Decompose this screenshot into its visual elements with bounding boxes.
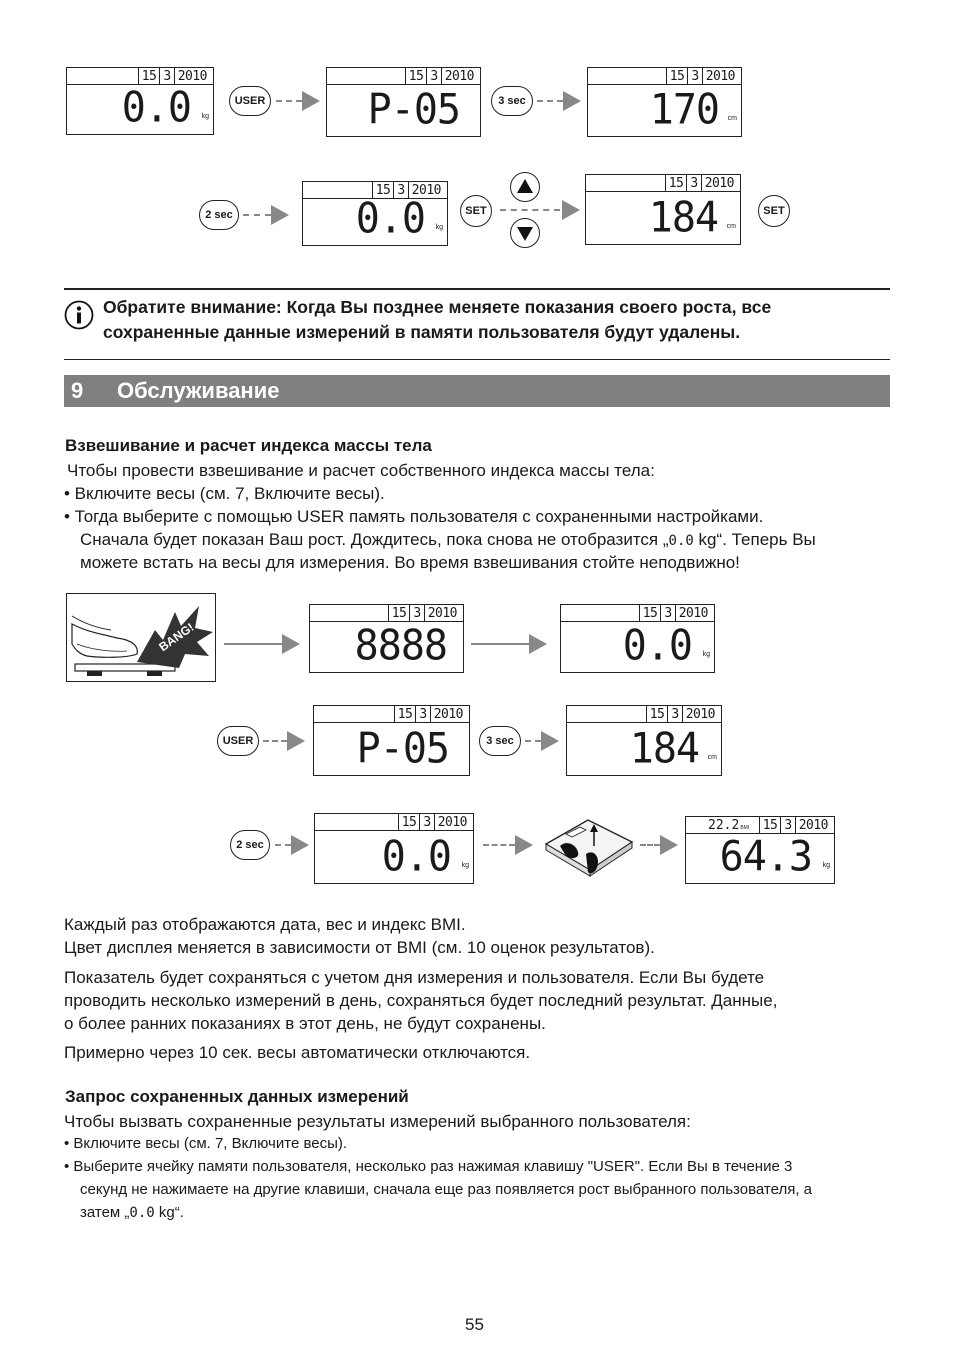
lcd-unit: kg [201,113,209,120]
lcd-display [313,705,470,776]
lcd-display [326,67,481,137]
lcd-value: 8888 [354,621,447,671]
lcd-display [66,67,214,135]
note-divider [64,288,890,290]
three-sec-button[interactable]: 3 sec [491,86,533,116]
arrow [224,634,300,654]
section-title: Обслуживание [117,378,280,403]
scale-step-on-icon [542,814,636,880]
lcd-unit: kg [435,224,443,231]
page-number: 55 [465,1315,484,1334]
weighing-bullet-cont: Сначала будет показан Ваш рост. Дождитесь, пока снова не отобразится „0.0 kg“. Теперь Вы [80,530,816,549]
arrow [471,634,547,654]
query-bullet: • Выберите ячейку памяти пользователя, несколько раз нажимая клавишу "USER". Если Вы в течение 3 [64,1158,793,1175]
lcd-value: 170 [649,85,719,135]
dashed-arrow [537,91,581,111]
lcd-date: 15 3 2010 [646,706,718,723]
down-arrow-button[interactable] [510,218,540,248]
info-icon [64,300,94,330]
note-divider [64,359,890,360]
lcd-display [585,174,741,245]
dashed-arrow [500,200,580,220]
note-text: Обратите внимание: Когда Вы позднее меняете показания своего роста, все сохраненные данные измерений в памяти пользователя будут удалены. [103,297,772,342]
lcd-inline: 0.0 [129,1205,155,1221]
lcd-date: 15 3 2010 [138,68,210,85]
two-sec-button[interactable]: 2 sec [199,200,239,230]
lcd-date: 15 3 2010 [639,605,711,622]
set-button[interactable]: SET [460,195,492,227]
lcd-value: P-05 [356,724,449,774]
lcd-value: 0.0 [622,621,692,671]
lcd-date: 15 3 2010 [398,814,470,831]
dashed-arrow [640,835,678,855]
paragraph: Примерно через 10 сек. весы автоматически отключаются. [64,1043,531,1062]
set-button[interactable]: SET [758,195,790,227]
user-button[interactable]: USER [217,726,259,756]
lcd-unit: cm [707,754,717,761]
lcd-value: 64.3 [719,832,812,882]
lcd-display [314,813,474,884]
bang-text: BANG! [156,620,197,655]
lcd-value: P-05 [367,85,460,135]
lcd-unit: cm [726,223,736,230]
lcd-bmi: 22.2BMI [708,818,750,833]
lcd-unit: kg [822,862,830,869]
dashed-arrow [483,835,533,855]
query-bullet: • Включите весы (см. 7, Включите весы). [64,1135,348,1152]
lcd-date: 15 3 2010 [665,175,737,192]
lcd-value: 184 [629,724,699,774]
foot-bang-illustration [66,593,216,682]
query-heading: Запрос сохраненных данных измерений [65,1087,409,1106]
query-bullet-cont: секунд не нажимаете на другие клавиши, сначала еще раз появляется рост выбранного пользователя, а [80,1181,813,1198]
lcd-display [566,705,722,776]
lcd-date: 15 3 2010 [666,68,738,85]
two-sec-button[interactable]: 2 sec [230,830,270,860]
paragraph: Показатель будет сохраняться с учетом дня измерения и пользователя. Если Вы будете [64,968,765,987]
lcd-value: 0.0 [355,194,425,244]
paragraph: Каждый раз отображаются дата, вес и индекс BMI. [64,915,466,934]
section-header [64,375,890,407]
dashed-arrow [275,835,309,855]
weighing-bullet: • Включите весы (см. 7, Включите весы). [64,484,385,503]
three-sec-button[interactable]: 3 sec [479,726,521,756]
weighing-bullet: • Тогда выберите с помощью USER память пользователя с сохраненными настройками. [64,507,764,526]
section-number: 9 [71,378,84,403]
up-arrow-button[interactable] [510,172,540,202]
lcd-display [560,604,715,673]
lcd-date: 15 3 2010 [759,817,831,834]
dashed-arrow [243,205,289,225]
lcd-display [309,604,464,673]
dashed-arrow [276,91,320,111]
lcd-display [302,181,448,246]
dashed-arrow [263,731,305,751]
weighing-heading: Взвешивание и расчет индекса массы тела [65,436,432,455]
lcd-date: 15 3 2010 [372,182,444,199]
paragraph: о более ранних показаниях в этот день, не будут сохранены. [64,1014,546,1033]
query-intro: Чтобы вызвать сохраненные результаты измерений выбранного пользователя: [64,1112,691,1131]
lcd-unit: cm [727,115,737,122]
lcd-inline: 0.0 [668,533,694,549]
lcd-date: 15 3 2010 [394,706,466,723]
lcd-display [685,816,835,884]
dashed-arrow [525,731,559,751]
lcd-value: 0.0 [381,832,451,882]
lcd-value: 0.0 [121,83,191,133]
lcd-date: 15 3 2010 [388,605,460,622]
lcd-unit: kg [461,862,469,869]
paragraph: Цвет дисплея меняется в зависимости от BMI (см. 10 оценок результатов). [64,938,655,957]
lcd-display [587,67,742,137]
lcd-unit: kg [702,651,710,658]
weighing-bullet-cont: можете встать на весы для измерения. Во время взвешивания стойте неподвижно! [80,553,740,572]
weighing-intro: Чтобы провести взвешивание и расчет собственного индекса массы тела: [67,461,655,480]
paragraph: проводить несколько измерений в день, сохраняться будет последний результат. Данные, [64,991,778,1010]
query-bullet-cont: затем „0.0 kg“. [80,1204,184,1221]
lcd-date: 15 3 2010 [405,68,477,85]
user-button[interactable]: USER [229,86,271,116]
lcd-value: 184 [648,193,718,243]
